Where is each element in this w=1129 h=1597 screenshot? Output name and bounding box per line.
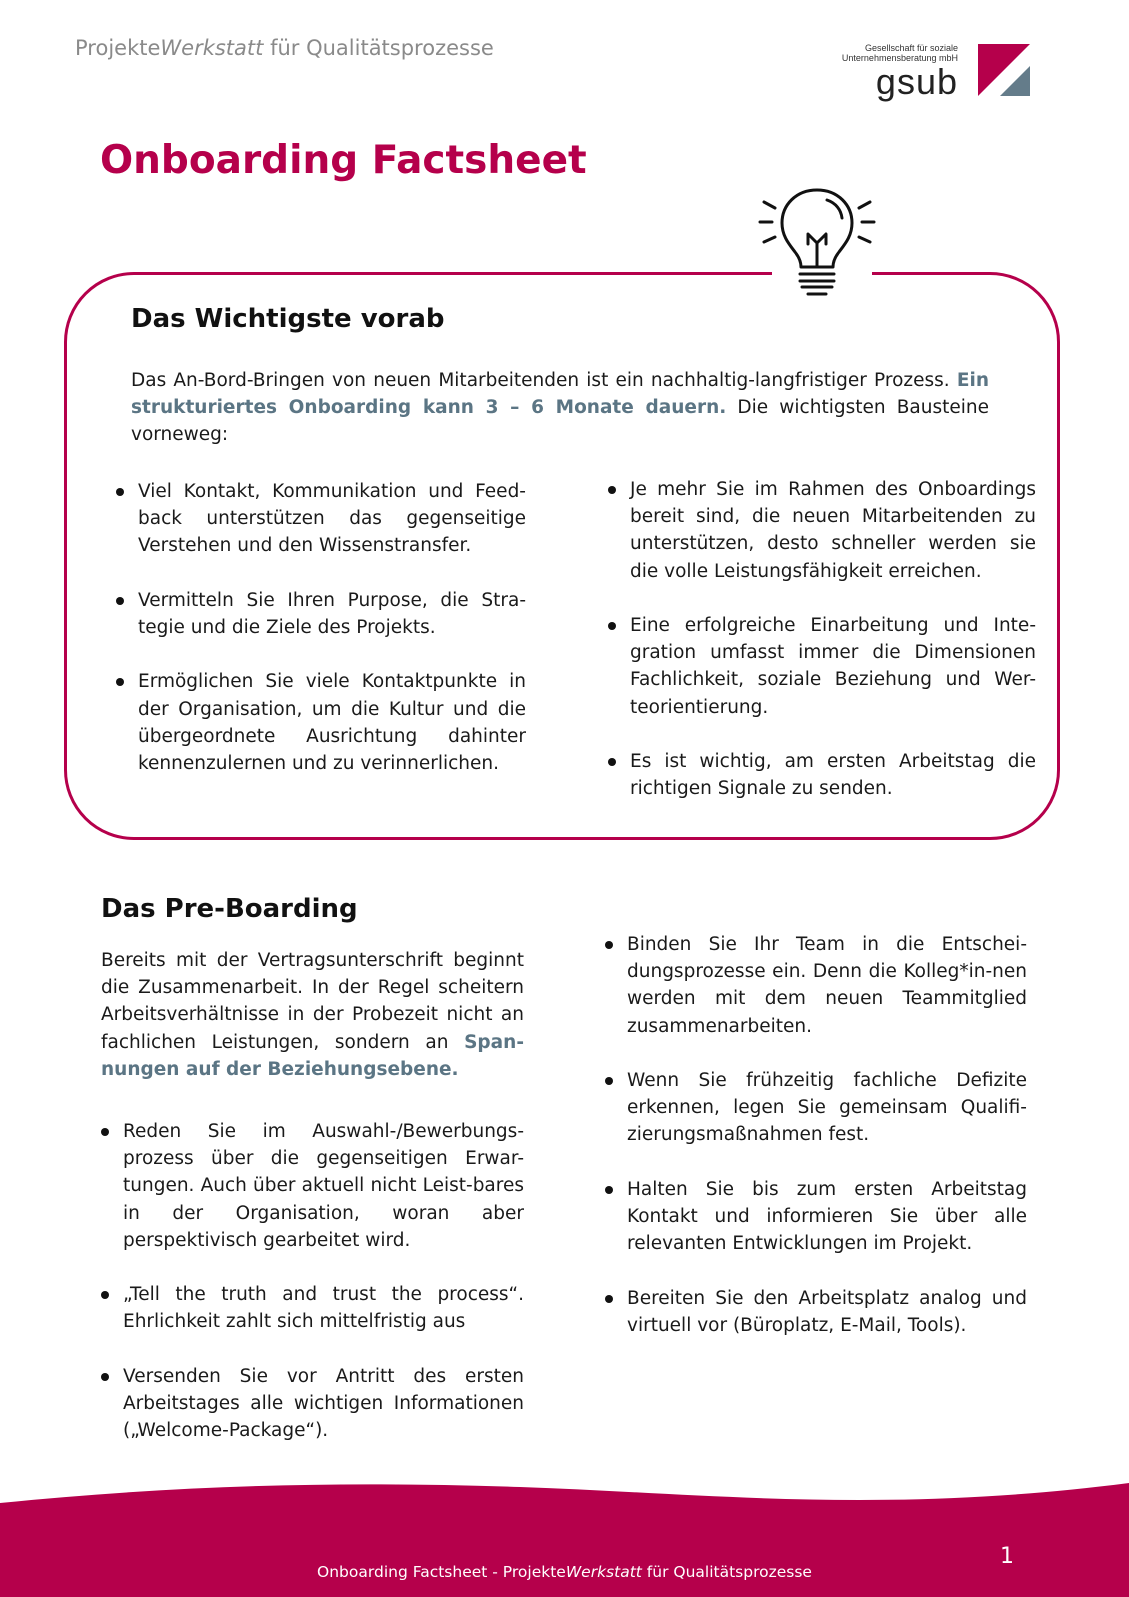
gsub-logo: [820, 40, 1030, 102]
section1-left-list: [116, 478, 526, 804]
list-item: Binden Sie Ihr Team in die Entschei-dungsprozesse ein. Denn die Kolleg*in-nen werden mit dem neuen Teammitglied zusammenarbeiten.: [605, 931, 1027, 1040]
list-item: Bereiten Sie den Arbeitsplatz analog und virtuell vor (Büroplatz, E-Mail, Tools).: [605, 1285, 1027, 1339]
list-item: Wenn Sie frühzeitig fachliche Defizite erkennen, legen Sie gemeinsam Qualifi-zierungsmaßnahmen fest.: [605, 1067, 1027, 1149]
logo-mark-icon: [978, 44, 1030, 96]
lightbulb-icon: [752, 186, 882, 304]
logo-line-2: Unternehmensberatung mbH: [841, 53, 958, 63]
section1-right-list: [608, 476, 1036, 830]
section1-intro: Das An-Bord-Bringen von neuen Mitarbeitenden ist ein nachhaltig-langfristiger Prozess. Ein strukturiertes Onboarding kann 3 – 6 Monate dauern. Die wichtigsten Bausteine vorneweg:: [131, 370, 989, 446]
section-heading-preboarding: Das Pre-Boarding: [101, 894, 358, 924]
section2-right-list: [605, 931, 1027, 1366]
list-item: Viel Kontakt, Kommunikation und Feed-back unterstützen das gegenseitige Verstehen und den Wissenstransfer.: [116, 478, 526, 560]
list-item: Versenden Sie vor Antritt des ersten Arbeitstages alle wichtigen Informationen („Welcome-Package“).: [101, 1363, 524, 1445]
list-item: Je mehr Sie im Rahmen des Onboardings bereit sind, die neuen Mitarbeitenden zu unterstützen, desto schneller werden sie die volle Leistungsfähigkeit erreichen.: [608, 476, 1036, 585]
logo-line-1: Gesellschaft für soziale: [864, 43, 958, 53]
header-title: ProjekteWerkstatt für Qualitätsprozesse: [75, 36, 494, 60]
list-item: Halten Sie bis zum ersten Arbeitstag Kontakt und informieren Sie über alle relevanten Entwicklungen im Projekt.: [605, 1176, 1027, 1258]
list-item: „Tell the truth and trust the process“. Ehrlichkeit zahlt sich mittelfristig aus: [101, 1281, 524, 1335]
logo-word: gsub: [875, 61, 958, 102]
page-number: 1: [1000, 1544, 1014, 1569]
section-heading-wichtigste: Das Wichtigste vorab: [131, 304, 445, 334]
list-item: Vermitteln Sie Ihren Purpose, die Stra-tegie und die Ziele des Projekts.: [116, 587, 526, 641]
footer-text: Onboarding Factsheet - ProjekteWerkstatt für Qualitätsprozesse: [317, 1563, 812, 1581]
section2-left-list: [101, 1118, 524, 1472]
list-item: Ermöglichen Sie viele Kontaktpunkte in der Organisation, um die Kultur und die übergeordnete Ausrichtung dahinter kennenzulernen und zu verinnerlichen.: [116, 668, 526, 777]
page-title: Onboarding Factsheet: [100, 138, 587, 183]
list-item: Reden Sie im Auswahl-/Bewerbungs-prozess über die gegenseitigen Erwar-tungen. Auch über aktuell nicht Leist-bares in der Organisation, woran aber perspektivisch gearbeitet wird.: [101, 1118, 524, 1254]
list-item: Eine erfolgreiche Einarbeitung und Inte-gration umfasst immer die Dimensionen Fachlichkeit, soziale Beziehung und Wer-teorientierung.: [608, 612, 1036, 721]
list-item: Es ist wichtig, am ersten Arbeitstag die richtigen Signale zu senden.: [608, 748, 1036, 802]
section2-intro: Bereits mit der Vertragsunterschrift beginnt die Zusammenarbeit. In der Regel scheitern Arbeitsverhältnisse in der Probezeit nicht an fachlichen Leistungen, sondern an Span-nungen auf der Beziehungsebene.: [101, 950, 524, 1080]
